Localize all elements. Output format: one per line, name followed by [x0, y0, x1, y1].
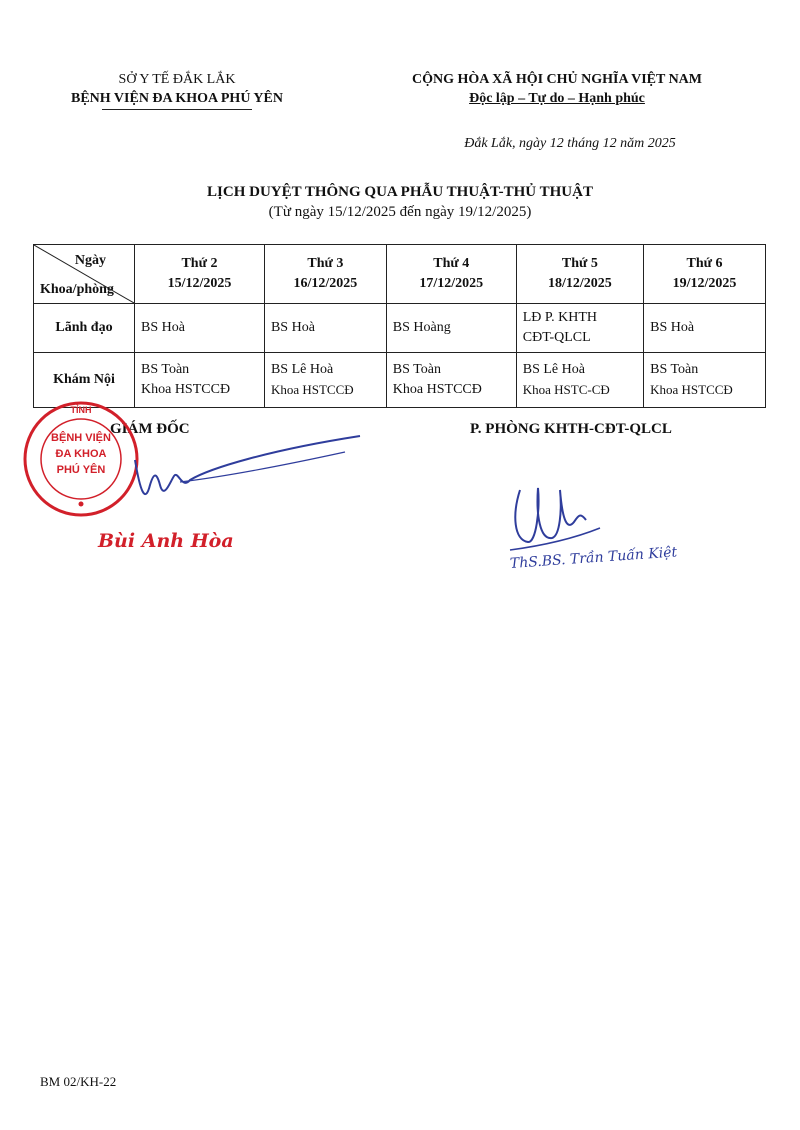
cell-line-1: BS Toàn	[141, 362, 190, 377]
cell-line-1: BS Toàn	[650, 362, 699, 377]
schedule-cell	[516, 304, 643, 353]
cell-line-2: Khoa HSTCCĐ	[270, 382, 354, 397]
day-date: 15/12/2025	[167, 276, 232, 291]
schedule-cell	[516, 353, 643, 408]
corner-label-day: Ngày	[74, 253, 106, 268]
cell-line-2: Khoa HSTC-CĐ	[522, 382, 610, 397]
stamp-text-line-1: BỆNH VIỆN	[51, 432, 111, 444]
day-date: 19/12/2025	[672, 276, 737, 291]
schedule-cell	[264, 304, 386, 353]
schedule-cell	[644, 304, 766, 353]
cell-line-1: BS Lê Hoà	[270, 362, 334, 377]
stamp-text-line-2: ĐA KHOA	[55, 448, 107, 460]
day-name: Thứ 2	[181, 256, 218, 271]
form-code: BM 02/KH-22	[40, 1074, 117, 1089]
document-title: LỊCH DUYỆT THÔNG QUA PHẪU THUẬT-THỦ THUẬT	[207, 184, 593, 200]
cell-line-2: Khoa HSTCCĐ	[141, 382, 231, 397]
cell-line-2: CĐT-QLCL	[522, 330, 591, 345]
document-subtitle: (Từ ngày 15/12/2025 đến ngày 19/12/2025)	[268, 204, 532, 220]
schedule-cell	[386, 304, 516, 353]
director-signature	[120, 430, 370, 520]
schedule-cell	[135, 304, 265, 353]
national-motto: Độc lập – Tự do – Hạnh phúc	[469, 91, 645, 106]
schedule-header-row	[34, 245, 766, 304]
director-name: Bùi Anh Hòa	[98, 530, 234, 552]
director-title: GIÁM ĐỐC	[110, 421, 190, 437]
row-label: Lãnh đạo	[34, 304, 135, 353]
nation-name: CỘNG HÒA XÃ HỘI CHỦ NGHĨA VIỆT NAM	[411, 72, 702, 87]
cell-line-1: BS Hoà	[270, 320, 315, 335]
cell-line-1: BS Hoà	[650, 320, 695, 335]
schedule-table	[33, 244, 766, 408]
corner-label-department: Khoa/phòng	[40, 282, 114, 297]
day-date: 18/12/2025	[548, 276, 612, 291]
day-name: Thứ 4	[433, 256, 470, 271]
cell-line-1: LĐ P. KHTH	[522, 310, 598, 325]
org-underline	[102, 109, 252, 110]
day-name: Thứ 5	[561, 256, 598, 271]
table-row	[34, 304, 766, 353]
issuing-organization	[62, 70, 292, 110]
corner-header-cell	[34, 245, 135, 304]
schedule-cell	[264, 353, 386, 408]
stamp-province-label: TỈNH	[70, 405, 92, 415]
org-line-2: BỆNH VIỆN ĐA KHOA PHÚ YÊN	[71, 91, 283, 106]
schedule-cell	[644, 353, 766, 408]
deputy-head-title: P. PHÒNG KHTH-CĐT-QLCL	[470, 421, 672, 437]
cell-line-1: BS Hoà	[141, 320, 185, 335]
row-label: Khám Nội	[34, 353, 135, 408]
day-header	[135, 245, 265, 304]
cell-line-1: BS Toàn	[392, 362, 441, 377]
day-header	[264, 245, 386, 304]
day-header	[516, 245, 643, 304]
day-name: Thứ 3	[307, 256, 344, 271]
national-heading	[372, 70, 742, 108]
cell-line-1: BS Hoàng	[392, 320, 451, 335]
deputy-head-signature	[500, 470, 610, 555]
issue-date: Đắk Lắk, ngày 12 tháng 12 năm 2025	[464, 136, 676, 151]
day-date: 17/12/2025	[419, 276, 484, 291]
stamp-text-line-3: PHÚ YÊN	[56, 464, 106, 476]
day-date: 16/12/2025	[293, 276, 358, 291]
cell-line-2: Khoa HSTCCĐ	[650, 382, 733, 397]
schedule-cell	[386, 353, 516, 408]
cell-line-2: Khoa HSTCCĐ	[392, 382, 482, 397]
schedule-cell	[135, 353, 265, 408]
deputy-head-name: ThS.BS. Trần Tuấn Kiệt	[509, 544, 678, 572]
day-name: Thứ 6	[686, 256, 723, 271]
day-header	[644, 245, 766, 304]
org-line-1: SỞ Y TẾ ĐẮK LẮK	[118, 72, 236, 87]
day-header	[386, 245, 516, 304]
table-row	[34, 353, 766, 408]
cell-line-1: BS Lê Hoà	[522, 362, 585, 377]
